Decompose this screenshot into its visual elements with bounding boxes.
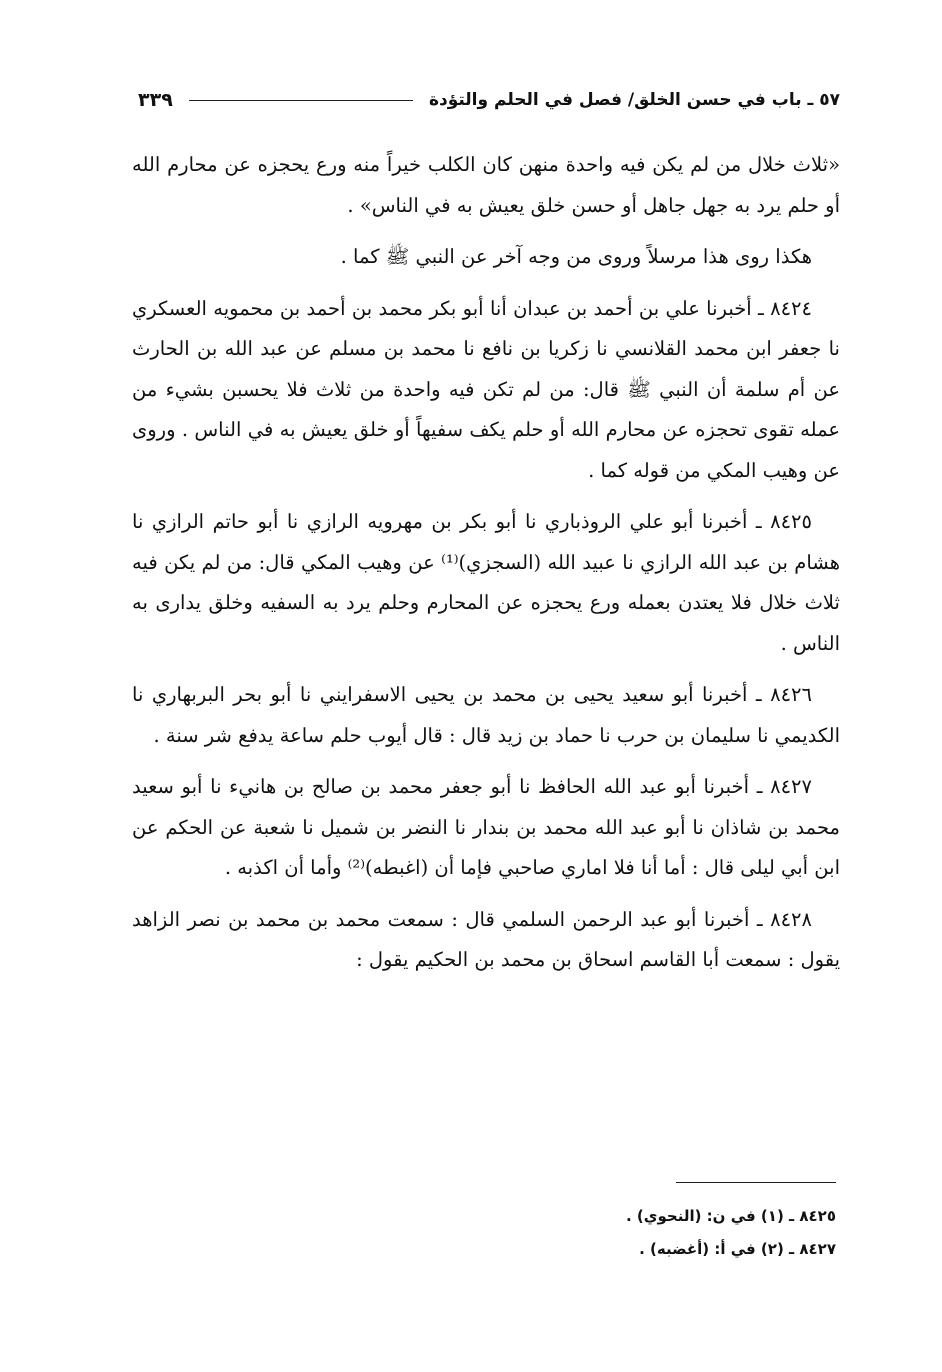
page-number: ٣٣٩ xyxy=(138,89,173,111)
paragraph-8425: ٨٤٢٥ ـ أخبرنا أبو علي الروذباري نا أبو بكر بن مهرويه الرازي نا أبو حاتم الرازي نا هشام بن عبد الله الرازي نا عبيد الله (السجزي)⁽¹⁾ عن وهيب المكي قال: من لم يكن فيه ثلاث خلال فلا يعتدن بعمله ورع يحجزه عن المحارم وحلم يرد به السفيه وخلق يدارى به الناس . xyxy=(132,510,840,655)
header-rule xyxy=(189,100,413,101)
footnote-separator xyxy=(676,1182,836,1183)
running-header xyxy=(138,80,840,120)
paragraph-8426: ٨٤٢٦ ـ أخبرنا أبو سعيد يحيى بن محمد بن يحيى الاسفرايني نا أبو بحر البربهاري نا الكديمي نا سليمان بن حرب نا حماد بن زيد قال : قال أيوب حلم ساعة يدفع شر سنة . xyxy=(132,683,840,747)
paragraph-8427: ٨٤٢٧ ـ أخبرنا أبو عبد الله الحافظ نا أبو جعفر محمد بن صالح بن هانيء نا أبو سعيد محمد بن شاذان نا أبو عبد الله محمد بن بندار نا النضر بن شميل نا شعبة عن الحكم عن ابن أبي ليلى قال : أما أنا فلا اماري صاحبي فإما أن (اغبطه)⁽²⁾ وأما أن اكذبه . xyxy=(132,775,840,879)
paragraph-narration-note: هكذا روى هذا مرسلاً وروى من وجه آخر عن النبي ﷺ كما . xyxy=(340,245,812,268)
paragraph-8428: ٨٤٢٨ ـ أخبرنا أبو عبد الرحمن السلمي قال : سمعت محمد بن محمد بن نصر الزاهد يقول : سمعت أبا القاسم اسحاق بن محمد بن الحكيم يقول : xyxy=(132,907,840,971)
chapter-title: ٥٧ ـ باب في حسن الخلق/ فصل في الحلم والتؤدة xyxy=(428,90,840,110)
footnotes xyxy=(500,1200,836,1266)
footnote-2: ٨٤٢٧ ـ (٢) في أ: (أغضبه) . xyxy=(639,1240,836,1258)
paragraph-8424: ٨٤٢٤ ـ أخبرنا علي بن أحمد بن عبدان أنا أبو بكر محمد بن أحمد بن محمويه العسكري نا جعفر ابن محمد القلانسي نا زكريا بن نافع نا محمد بن مسلم عن عبد الله بن الحارث عن أم سلمة أن النبي ﷺ قال: من لم تكن فيه واحدة من ثلاث فلا يحسبن بشيء من عمله تقوى تحجزه عن محارم الله أو حلم يكف سفيهاً أو خلق يعيش به في الناس . وروى عن وهيب المكي من قوله كما . xyxy=(132,296,840,482)
paragraph-hadith-quote: «ثلاث خلال من لم يكن فيه واحدة منهن كان الكلب خيراً منه ورع يحجزه عن محارم الله أو حلم يرد به جهل جاهل أو حسن خلق يعيش به في الناس» . xyxy=(132,153,840,217)
main-text xyxy=(132,145,840,992)
footnote-1: ٨٤٢٥ ـ (١) في ن: (النحوي) . xyxy=(625,1207,836,1225)
